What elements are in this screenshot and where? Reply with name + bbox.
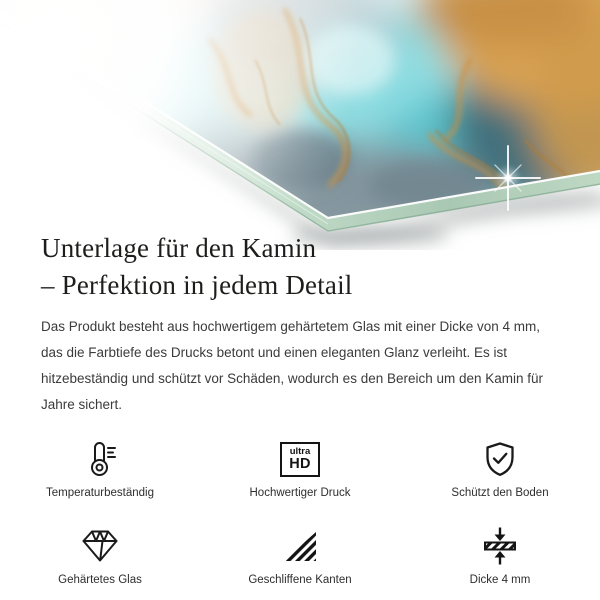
feature-high-quality-print [200,438,400,499]
thermometer-icon [82,438,118,480]
feature-label: Gehärtetes Glas [58,574,142,586]
title-line-2: – Perfektion in jedem Detail [41,270,353,300]
thickness-icon [480,525,520,567]
glass-panel-photo [0,0,600,250]
feature-label: Geschliffene Kanten [248,574,352,586]
product-hero-image [0,0,600,250]
feature-polished-edges [200,525,400,586]
feature-temperature-resistant [0,438,200,499]
ultra-hd-text-bottom: HD [289,456,311,472]
feature-tempered-glass [0,525,200,586]
page-title [41,230,559,304]
ultra-hd-text-top: ultra [289,445,311,457]
description-section [0,230,600,418]
light-fade-overlay [0,0,600,250]
feature-thickness-4mm [400,525,600,586]
feature-label: Temperaturbeständig [45,487,155,499]
shield-check-icon [480,438,520,480]
feature-grid [0,438,600,586]
title-line-1: Unterlage für den Kamin [41,233,317,263]
ultra-hd-icon [280,438,320,480]
feature-label: Hochwertiger Druck [249,487,351,499]
diamond-icon [80,525,120,567]
feature-label: Schützt den Boden [451,487,549,499]
feature-protects-floor [400,438,600,499]
feature-label: Dicke 4 mm [469,574,531,586]
product-description-text: Das Produkt besteht aus hochwertigem gehärtetem Glas mit einer Dicke von 4 mm, das die Farbtiefe des Drucks betont und einen eleganten Glanz verleiht. Es ist hitzebeständig und schützt vor Schäden, wodurch es den Bereich um den Kamin für Jahre sichert. [41,319,544,412]
polished-edges-icon [281,525,319,567]
